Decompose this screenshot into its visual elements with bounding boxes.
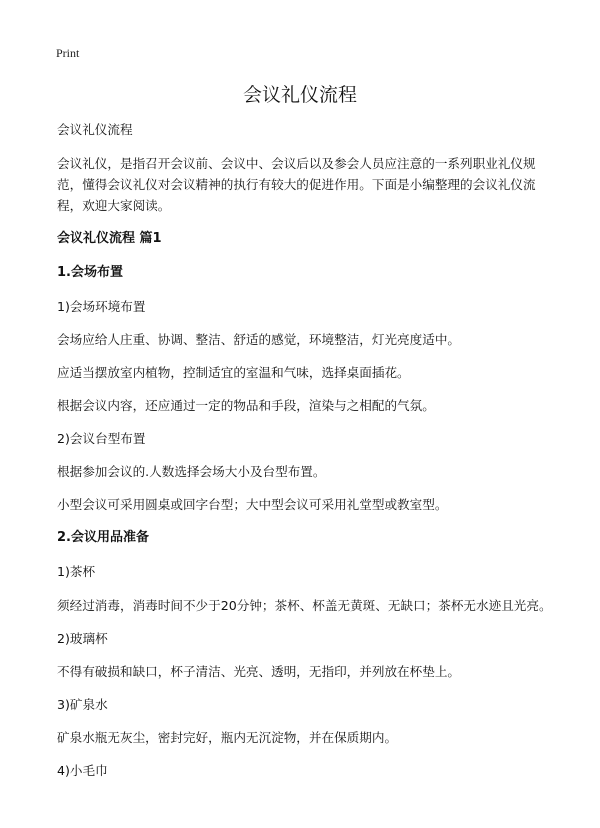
intro-paragraph: 会议礼仪，是指召开会议前、会议中、会议后以及参会人员应注意的一系列职业礼仪规范，懂得会议礼仪对会议精神的执行有较大的促进作用。下面是小编整理的会议礼仪流程，欢迎大家阅读。 (57, 156, 536, 213)
heading-venue-layout: 1.会场布置 (57, 265, 123, 280)
item-label-water: 3)矿泉水 (57, 697, 108, 712)
item-text-teacup: 须经过消毒，消毒时间不少于20分钟；茶杯、杯盖无黄斑、无缺口；茶杯无水迹且光亮。 (57, 598, 552, 613)
item-label-towel: 4)小毛巾 (57, 763, 108, 778)
paragraph: 应适当摆放室内植物，控制适宜的室温和气味，选择桌面插花。 (57, 365, 410, 380)
item-text-glass: 不得有破损和缺口，杯子清洁、光亮、透明，无指印，并列放在杯垫上。 (57, 664, 460, 679)
paragraph: 根据会议内容，还应通过一定的物品和手段，渲染与之相配的气氛。 (57, 398, 435, 413)
paragraph: 会场应给人庄重、协调、整洁、舒适的感觉，环境整洁，灯光亮度适中。 (57, 332, 460, 347)
item-label-glass: 2)玻璃杯 (57, 631, 108, 646)
section-heading: 会议礼仪流程 篇1 (57, 231, 162, 246)
subtitle: 会议礼仪流程 (57, 122, 133, 137)
paragraph: 根据参加会议的.人数选择会场大小及台型布置。 (57, 464, 326, 479)
print-label[interactable]: Print (56, 46, 80, 60)
page-title: 会议礼仪流程 (242, 84, 357, 106)
item-text-water: 矿泉水瓶无灰尘，密封完好，瓶内无沉淀物，并在保质期内。 (57, 730, 398, 745)
heading-supplies: 2.会议用品准备 (57, 530, 149, 545)
sub-label-environment: 1)会场环境布置 (57, 299, 146, 314)
item-label-teacup: 1)茶杯 (57, 564, 96, 579)
document-body (57, 120, 557, 794)
sub-label-table-layout: 2)会议台型布置 (57, 431, 146, 446)
paragraph: 小型会议可采用圆桌或回字台型；大中型会议可采用礼堂型或教室型。 (57, 497, 448, 512)
